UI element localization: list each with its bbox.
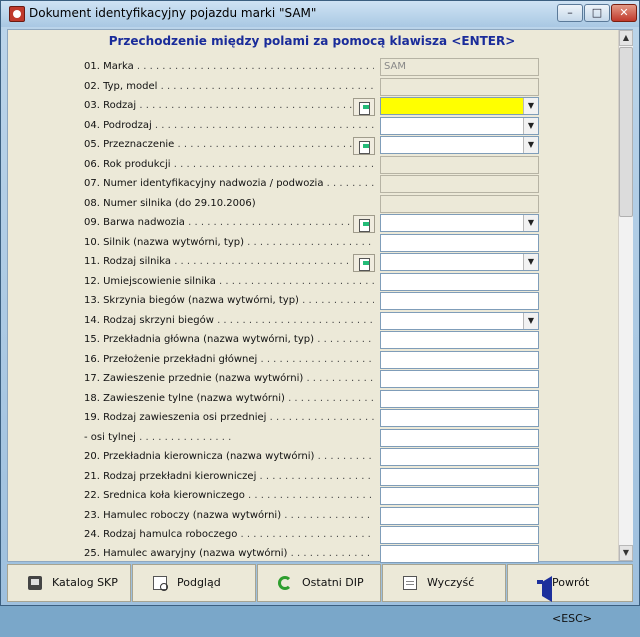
back-button[interactable] bbox=[507, 564, 633, 625]
form-header: Przechodzenie między polami za pomocą klawisza <ENTER> bbox=[108, 34, 516, 48]
button-label: Podgląd bbox=[177, 576, 221, 589]
field-label: 09. Barwa nadwozia . . . bbox=[84, 217, 374, 228]
field-label: 21. Rodzaj przekładni kierowniczej . . . bbox=[84, 471, 374, 482]
field-label: 05. Przeznaczenie . . . bbox=[84, 139, 374, 150]
rodzaj-silnika-select[interactable] bbox=[380, 253, 539, 271]
zawieszenie-osi-tylnej-input[interactable] bbox=[380, 429, 539, 447]
catalog-icon bbox=[28, 576, 42, 590]
typ-model-field bbox=[380, 78, 539, 96]
chevron-down-icon[interactable]: ▼ bbox=[523, 313, 538, 329]
field-label: 25. Hamulec awaryjny (nazwa wytwórni) . . . bbox=[84, 548, 374, 559]
scroll-up-button[interactable]: ▲ bbox=[619, 30, 633, 46]
minimize-button[interactable]: – bbox=[557, 4, 583, 22]
field-label: 04. Podrodzaj . . . bbox=[84, 120, 374, 131]
field-label: 20. Przekładnia kierownicza (nazwa wytwórni) . . . bbox=[84, 451, 374, 462]
barwa-nadwozia-select[interactable] bbox=[380, 214, 539, 232]
button-label: Katalog SKP bbox=[52, 576, 118, 589]
field-label: 19. Rodzaj zawieszenia osi przedniej . . . bbox=[84, 412, 374, 423]
field-label: 24. Rodzaj hamulca roboczego . . . bbox=[84, 529, 374, 540]
bottom-toolbar bbox=[7, 564, 633, 625]
rodzaj-select[interactable] bbox=[380, 97, 539, 115]
dictionary-icon[interactable] bbox=[353, 215, 375, 233]
catalog-skp-button[interactable] bbox=[7, 564, 131, 602]
chevron-down-icon[interactable]: ▼ bbox=[523, 98, 538, 114]
last-dip-button[interactable] bbox=[257, 564, 381, 602]
rok-produkcji-field bbox=[380, 156, 539, 174]
rodzaj-hamulca-input[interactable] bbox=[380, 526, 539, 544]
field-label: 08. Numer silnika (do 29.10.2006) bbox=[84, 198, 256, 209]
hamulec-roboczy-input[interactable] bbox=[380, 507, 539, 525]
vertical-scrollbar[interactable] bbox=[618, 30, 633, 561]
chevron-down-icon[interactable]: ▼ bbox=[523, 137, 538, 153]
maximize-button[interactable]: □ bbox=[584, 4, 610, 22]
field-label: 11. Rodzaj silnika . . . bbox=[84, 256, 374, 267]
przeznaczenie-select[interactable] bbox=[380, 136, 539, 154]
srednica-kola-input[interactable] bbox=[380, 487, 539, 505]
dictionary-icon[interactable] bbox=[353, 98, 375, 116]
button-label: Wyczyść bbox=[427, 576, 475, 589]
vin-field bbox=[380, 175, 539, 193]
field-label: 17. Zawieszenie przednie (nazwa wytwórni) . . . bbox=[84, 373, 374, 384]
silnik-input[interactable] bbox=[380, 234, 539, 252]
field-label: 12. Umiejscowienie silnika . . . bbox=[84, 276, 374, 287]
podrodzaj-select[interactable] bbox=[380, 117, 539, 135]
arrow-left-icon bbox=[528, 576, 552, 602]
field-label: 02. Typ, model . . . bbox=[84, 81, 374, 92]
field-label: 16. Przełożenie przekładni głównej . . . bbox=[84, 354, 374, 365]
field-label: 06. Rok produkcji . . . bbox=[84, 159, 374, 170]
window-title: Dokument identyfikacyjny pojazdu marki "SAM" bbox=[29, 6, 317, 20]
field-label: 14. Rodzaj skrzyni biegów . . . bbox=[84, 315, 374, 326]
przelozenie-input[interactable] bbox=[380, 351, 539, 369]
new-page-icon bbox=[403, 576, 417, 590]
przekladnia-glowna-input[interactable] bbox=[380, 331, 539, 349]
field-label: 22. Średnica koła kierowniczego . . . bbox=[84, 490, 374, 501]
title-bar[interactable] bbox=[1, 1, 639, 27]
field-label: 23. Hamulec roboczy (nazwa wytwórni) . . . bbox=[84, 510, 374, 521]
close-button[interactable]: ✕ bbox=[611, 4, 637, 22]
preview-button[interactable] bbox=[132, 564, 256, 602]
form-panel bbox=[7, 29, 633, 562]
field-label: 15. Przekładnia główna (nazwa wytwórni, typ) . . . bbox=[84, 334, 374, 345]
preview-icon bbox=[153, 576, 167, 590]
zawieszenie-przednie-input[interactable] bbox=[380, 370, 539, 388]
clear-button[interactable] bbox=[382, 564, 506, 602]
chevron-down-icon[interactable]: ▼ bbox=[523, 118, 538, 134]
chevron-down-icon[interactable]: ▼ bbox=[523, 254, 538, 270]
numer-silnika-field bbox=[380, 195, 539, 213]
scroll-down-button[interactable]: ▼ bbox=[619, 545, 633, 561]
zawieszenie-osi-przedniej-input[interactable] bbox=[380, 409, 539, 427]
dictionary-icon[interactable] bbox=[353, 137, 375, 155]
button-label: Powrót <ESC> bbox=[552, 576, 593, 625]
rodzaj-przekladni-kierowniczej-input[interactable] bbox=[380, 468, 539, 486]
field-label: 03. Rodzaj . . . bbox=[84, 100, 374, 111]
button-label: Ostatni DIP bbox=[302, 576, 364, 589]
field-label: 01. Marka . . . bbox=[84, 61, 374, 72]
rodzaj-skrzyni-select[interactable] bbox=[380, 312, 539, 330]
field-label: 10. Silnik (nazwa wytwórni, typ) . . . bbox=[84, 237, 374, 248]
field-label: 18. Zawieszenie tylne (nazwa wytwórni) . . . bbox=[84, 393, 374, 404]
scroll-thumb[interactable] bbox=[619, 47, 633, 217]
umiejscowienie-silnika-input[interactable] bbox=[380, 273, 539, 291]
zawieszenie-tylne-input[interactable] bbox=[380, 390, 539, 408]
skrzynia-biegow-input[interactable] bbox=[380, 292, 539, 310]
field-label: - osi tylnej . . . bbox=[84, 432, 234, 443]
field-label: 07. Numer identyfikacyjny nadwozia / podwozia . . . bbox=[84, 178, 374, 189]
chevron-down-icon[interactable]: ▼ bbox=[523, 215, 538, 231]
refresh-icon bbox=[278, 576, 292, 590]
app-icon bbox=[9, 6, 25, 22]
marka-field: SAM bbox=[380, 58, 539, 76]
przekladnia-kierownicza-input[interactable] bbox=[380, 448, 539, 466]
dictionary-icon[interactable] bbox=[353, 254, 375, 272]
field-label: 13. Skrzynia biegów (nazwa wytwórni, typ) . . . bbox=[84, 295, 374, 306]
hamulec-awaryjny-input[interactable] bbox=[380, 545, 539, 563]
